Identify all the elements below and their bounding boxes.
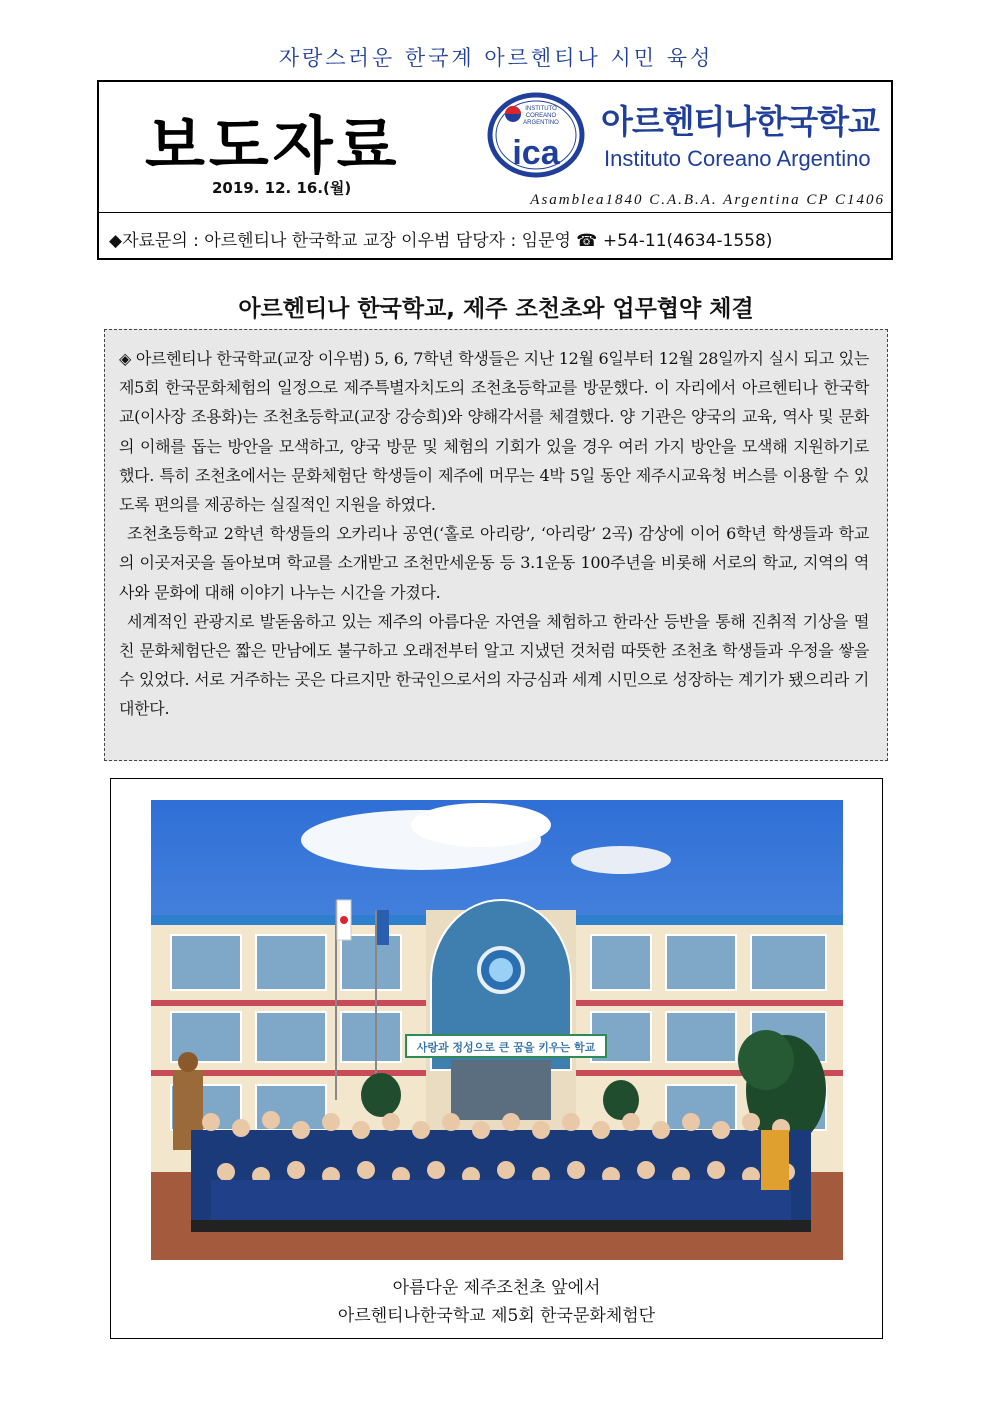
school-address: Asamblea1840 C.A.B.A. Argentina CP C1406 xyxy=(530,192,885,208)
logo-text-3: ARGENTINO xyxy=(523,120,559,126)
logo-text-1: INSTITUTO xyxy=(525,106,557,112)
school-name-korean: 아르헨티나한국학교 xyxy=(601,102,879,141)
photo-caption-line-2: 아르헨티나한국학교 제5회 한국문화체험단 xyxy=(337,1306,656,1326)
header-divider xyxy=(99,212,891,213)
release-date: 2019. 12. 16.(월) xyxy=(212,179,352,197)
press-release-header xyxy=(97,80,893,260)
school-banner: 사랑과 정성으로 큰 꿈을 키우는 학교 xyxy=(416,1041,596,1054)
document-type-title: 보도자료 xyxy=(145,109,401,182)
body-paragraph-2: 조천초등학교 2학년 학생들의 오카리나 공연(‘홀로 아리랑’, ‘아리랑’ 2곡) 감상에 이어 6학년 학생들과 학교의 이곳저곳을 돌아보며 학교를 소개받고 조천만세운동 등 3.1운동 100주년을 비롯해 서로의 학교, 지역의 역사와 문화에 대해 이야기 나누는 시간을 가졌다. xyxy=(119,524,869,602)
group-photo xyxy=(151,800,843,1260)
school-logo xyxy=(487,92,585,178)
logo-letters: ica xyxy=(512,134,560,172)
article-body xyxy=(104,329,888,761)
body-paragraph-3: 세계적인 관광지로 발돋움하고 있는 제주의 아름다운 자연을 체험하고 한라산 등반을 통해 진취적 기상을 떨친 문화체험단은 짧은 만남에도 불구하고 오래전부터 알고 지냈던 것처럼 따뜻한 조천초 학생들과 우정을 쌓을 수 있었다. 서로 거주하는 곳은 다르지만 한국인으로서의 자긍심과 세계 시민으로 성장하는 계기가 됐으리라 기대한다. xyxy=(119,611,869,719)
contact-info: ◆자료문의 : 아르헨티나 한국학교 교장 이우범 담당자 : 임문영 ☎ +54-11(4634-1558) xyxy=(109,231,773,251)
photo-frame xyxy=(110,778,883,1339)
logo-text-2: COREANO xyxy=(525,113,557,119)
school-name-spanish: Instituto Coreano Argentino xyxy=(604,146,871,171)
photo-caption-line-1: 아름다운 제주조천초 앞에서 xyxy=(392,1278,601,1298)
body-paragraph-1: ◈ 아르헨티나 한국학교(교장 이우범) 5, 6, 7학년 학생들은 지난 12월 6일부터 12월 28일까지 실시 되고 있는 제5회 한국문화체험의 일정으로 제주특별자치도의 조천초등학교를 방문했다. 이 자리에서 아르헨티나 한국학교(이사장 조용화)는 조천초등학교(교장 강승희)와 양해각서를 체결했다. 양 기관은 양국의 교육, 역사 및 문화의 이해를 돕는 방안을 모색하고, 양국 방문 및 체험의 기회가 있을 경우 여러 가지 방안을 모색해 지원하기로 했다. 특히 조천초에서는 문화체험단 학생들이 제주에 머무는 4박 5일 동안 제주시교육청 버스를 이용할 수 있도록 편의를 제공하는 실질적인 지원을 하였다. xyxy=(119,349,869,515)
article-headline: 아르헨티나 한국학교, 제주 조천초와 업무협약 체결 xyxy=(238,296,754,322)
slogan: 자랑스러운 한국계 아르헨티나 시민 육성 xyxy=(278,46,714,70)
